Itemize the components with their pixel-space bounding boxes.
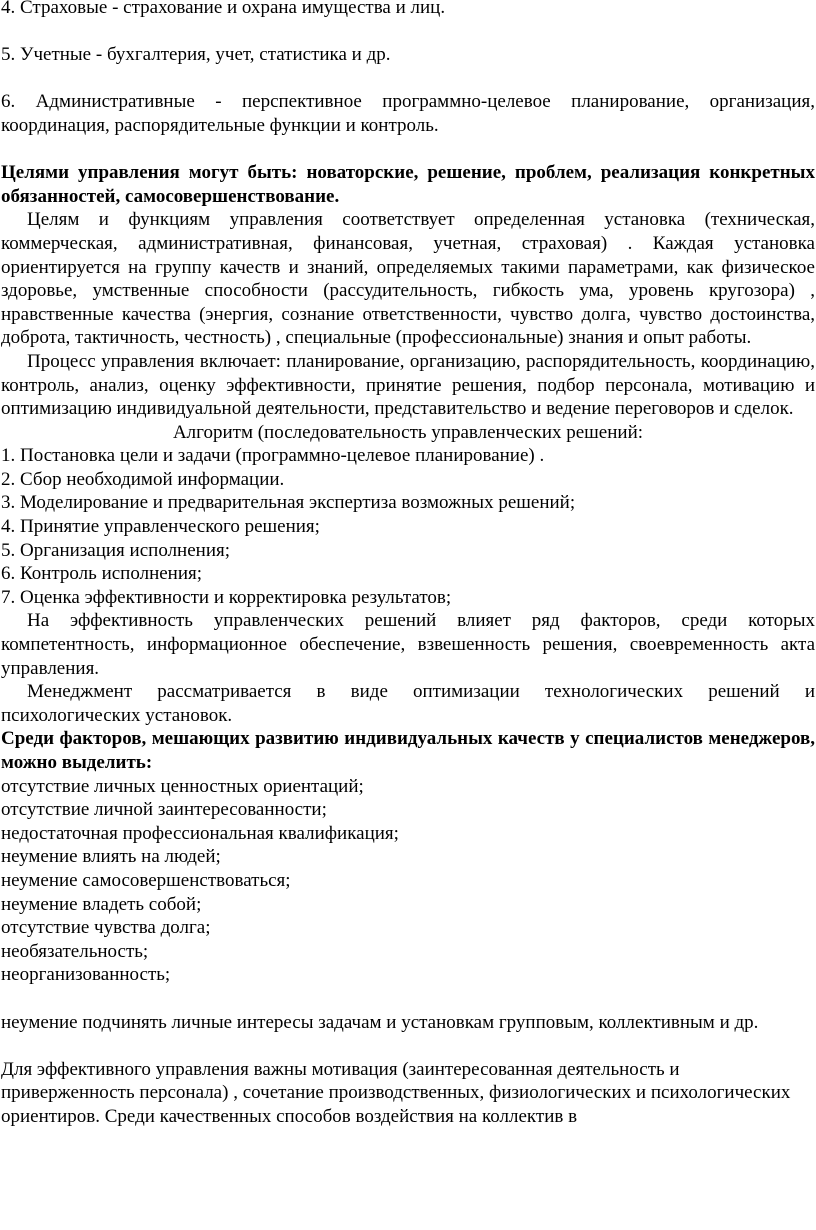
list-item: отсутствие личной заинтересованности;: [1, 799, 327, 821]
paragraph-subordination: неумение подчинять личные интересы задачам и установкам групповым, коллективным и др.: [1, 1011, 759, 1033]
paragraph-installation: Целям и функциям управления соответствует определенная установка (техническая, коммерческая, административная, финансовая, учетная, страховая) . Каждая установка ориентируется на группу качеств и знаний, определяемых такими параметрами, как физическое здоровье, умственные способности (рассудительность, гибкость ума, уровень кругозора) , нравственные качества (энергия, сознание ответственности, чувство долга, чувство достоинства, доброта, тактичность, честность) , специальные (профессиональные) знания и опыт работы.: [1, 209, 815, 349]
spacer: [1, 138, 815, 162]
list-item: недостаточная профессиональная квалификация;: [1, 822, 399, 844]
list-item: 7. Оценка эффективности и корректировка результатов;: [1, 586, 452, 608]
list-item: неорганизованность;: [1, 964, 171, 986]
goals-heading: Целями управления могут быть: новаторские, решение, проблем, реализация конкретных обязанностей, самосовершенствование.: [1, 162, 815, 207]
list-item: неумение влиять на людей;: [1, 846, 221, 868]
paragraph-motivation: Для эффективного управления важны мотивация (заинтересованная деятельность и приверженность персонала) , сочетание производственных, физиологических и психологических ориентиров. Среди качественных способов воздействия на коллектив в: [1, 1058, 791, 1127]
spacer: [1, 1034, 815, 1058]
spacer: [1, 20, 815, 44]
paragraph-administrative: 6. Административные - перспективное программно-целевое планирование, организация, координация, распорядительные функции и контроль.: [1, 91, 815, 136]
paragraph-insurance: 4. Страховые - страхование и охрана имущества и лиц.: [1, 0, 446, 18]
list-item: неумение владеть собой;: [1, 893, 202, 915]
list-item: 5. Организация исполнения;: [1, 539, 231, 561]
list-item: 6. Контроль исполнения;: [1, 563, 203, 585]
factors-list: [1, 775, 815, 987]
list-item: 4. Принятие управленческого решения;: [1, 516, 320, 538]
paragraph-management: Менеджмент рассматривается в виде оптимизации технологических решений и психологических установок.: [1, 681, 815, 726]
list-item: отсутствие чувства долга;: [1, 917, 211, 939]
list-item: отсутствие личных ценностных ориентаций;: [1, 775, 364, 797]
paragraph-effectiveness: На эффективность управленческих решений влияет ряд факторов, среди которых компетентность, информационное обеспечение, взвешенность решения, своевременность акта управления.: [1, 610, 815, 679]
list-item: 3. Моделирование и предварительная экспертиза возможных решений;: [1, 492, 576, 514]
factors-heading: Среди факторов, мешающих развитию индивидуальных качеств у специалистов менеджеров, можно выделить:: [1, 728, 815, 773]
paragraph-accounting: 5. Учетные - бухгалтерия, учет, статистика и др.: [1, 44, 391, 66]
list-item: необязательность;: [1, 940, 149, 962]
list-item: 2. Сбор необходимой информации.: [1, 468, 285, 490]
list-item: 1. Постановка цели и задачи (программно-целевое планирование) .: [1, 445, 545, 467]
list-item: неумение самосовершенствоваться;: [1, 869, 291, 891]
spacer: [1, 67, 815, 91]
algorithm-title: Алгоритм (последовательность управленческих решений:: [172, 421, 644, 443]
paragraph-process: Процесс управления включает: планирование, организацию, распорядительность, координацию, контроль, анализ, оценку эффективности, принятие решения, подбор персонала, мотивацию и оптимизацию индивидуальной деятельности, представительство и ведение переговоров и сделок.: [1, 350, 815, 420]
spacer: [1, 987, 815, 1011]
algorithm-steps: [1, 444, 815, 609]
